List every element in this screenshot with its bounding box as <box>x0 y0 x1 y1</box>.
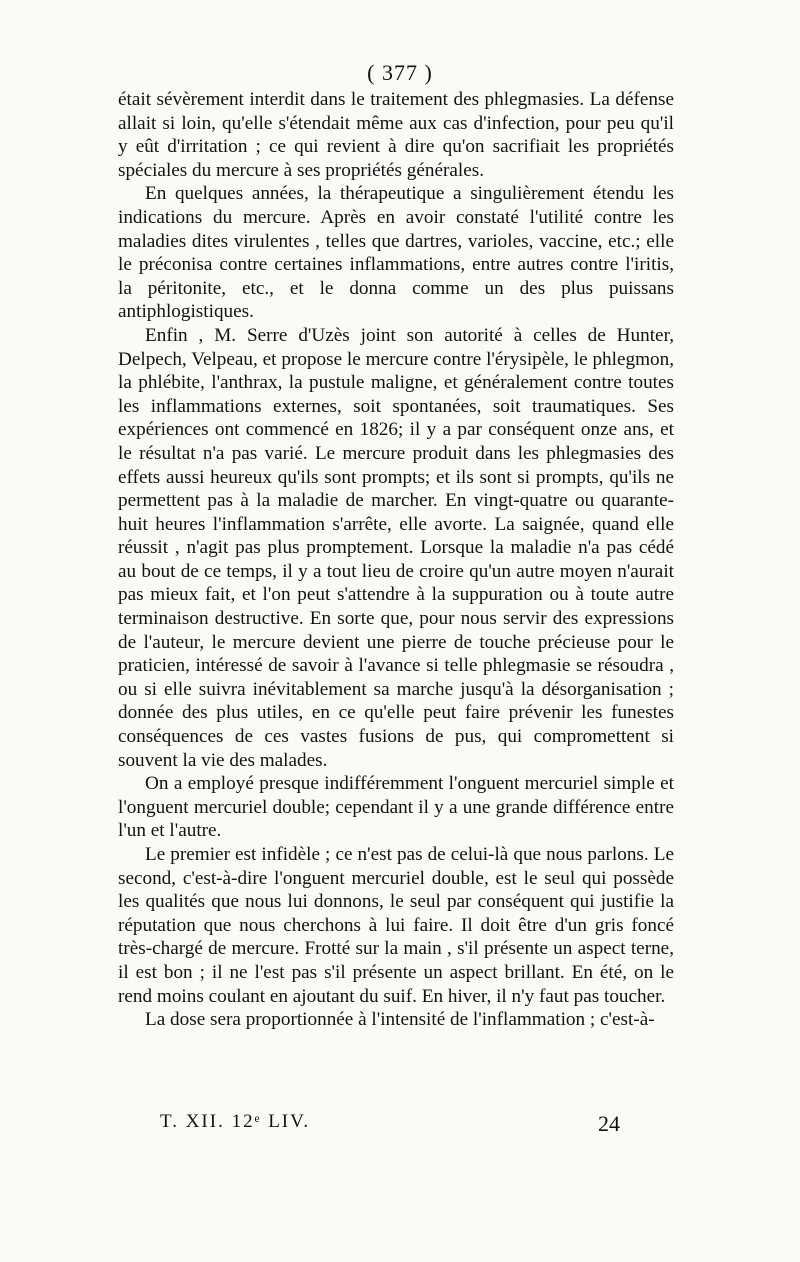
paragraph: La dose sera proportionnée à l'intensité de l'inflammation ; c'est-à- <box>145 1009 655 1031</box>
paragraph: était sévèrement interdit dans le traitement des phlegmasies. La défense allait si loin, qu'elle s'étendait même aux cas d'infection, pour peu qu'il y eût d'irritation ; ce qui revient à dire qu'on sacrifiait les propriétés spéciales du mercure à ses propriétés générales. <box>118 89 674 181</box>
text-body <box>118 88 674 1032</box>
folio-number: 24 <box>598 1111 620 1136</box>
paragraph: Enfin , M. Serre d'Uzès joint son autorité à celles de Hunter, Delpech, Velpeau, et propose le mercure contre l'érysipèle, le phlegmon, la phlébite, l'anthrax, la pustule maligne, et généralement contre toutes les inflammations externes, soit spontanées, soit traumatiques. Ses expériences ont commencé en 1826; il y a par conséquent onze ans, et le résultat n'a pas varié. Le mercure produit dans les phlegmasies des effets aussi heureux qu'ils sont prompts; et ils sont si prompts, qu'ils ne permettent pas à la maladie de marcher. En vingt-quatre ou quarante-huit heures l'inflammation s'arrête, elle avorte. La saignée, quand elle réussit , n'agit pas plus promptement. Lorsque la maladie n'a pas cédé au bout de ce temps, il y a tout lieu de croire qu'un autre moyen n'aurait pas mieux fait, et l'on peut s'attendre à la suppuration ou à toute autre terminaison destructive. En sorte que, pour nous servir des expressions de l'auteur, le mercure devient une pierre de touche précieuse pour le praticien, intéressé de savoir à l'avance si telle phlegmasie se résoudra , ou si elle suivra inévitablement sa marche jusqu'à la désorganisation ; donnée des plus utiles, en ce qu'elle peut faire prévenir les funestes conséquences de ces vastes fusions de pus, qui compromettent si souvent la vie des malades. <box>118 324 674 771</box>
paragraph: On a employé presque indifféremment l'onguent mercuriel simple et l'onguent mercuriel double; cependant il y a une grande différence entre l'un et l'autre. <box>118 773 674 842</box>
page-number: ( 377 ) <box>367 60 433 85</box>
signature-mark: T. XII. 12ᵉ LIV. <box>160 1111 311 1132</box>
paragraph: En quelques années, la thérapeutique a singulièrement étendu les indications du mercure. Après en avoir constaté l'utilité contre les maladies dites virulentes , telles que dartres, varioles, vaccine, etc.; elle le préconisa contre certaines inflammations, entre autres contre l'iritis, la péritonite, etc., et le donna comme un des plus puissans antiphlogistiques. <box>118 183 674 323</box>
paragraph: Le premier est infidèle ; ce n'est pas de celui-là que nous parlons. Le second, c'est-à-dire l'onguent mercuriel double, est le seul qui possède les qualités que nous lui donnons, le seul par conséquent qui justifie la réputation que nous cherchons à lui faire. Il doit être d'un gris foncé très-chargé de mercure. Frotté sur la main , s'il présente un aspect terne, il est bon ; il ne l'est pas s'il présente un aspect brillant. En été, on le rend moins coulant en ajoutant du suif. En hiver, il n'y faut pas toucher. <box>118 844 674 1007</box>
